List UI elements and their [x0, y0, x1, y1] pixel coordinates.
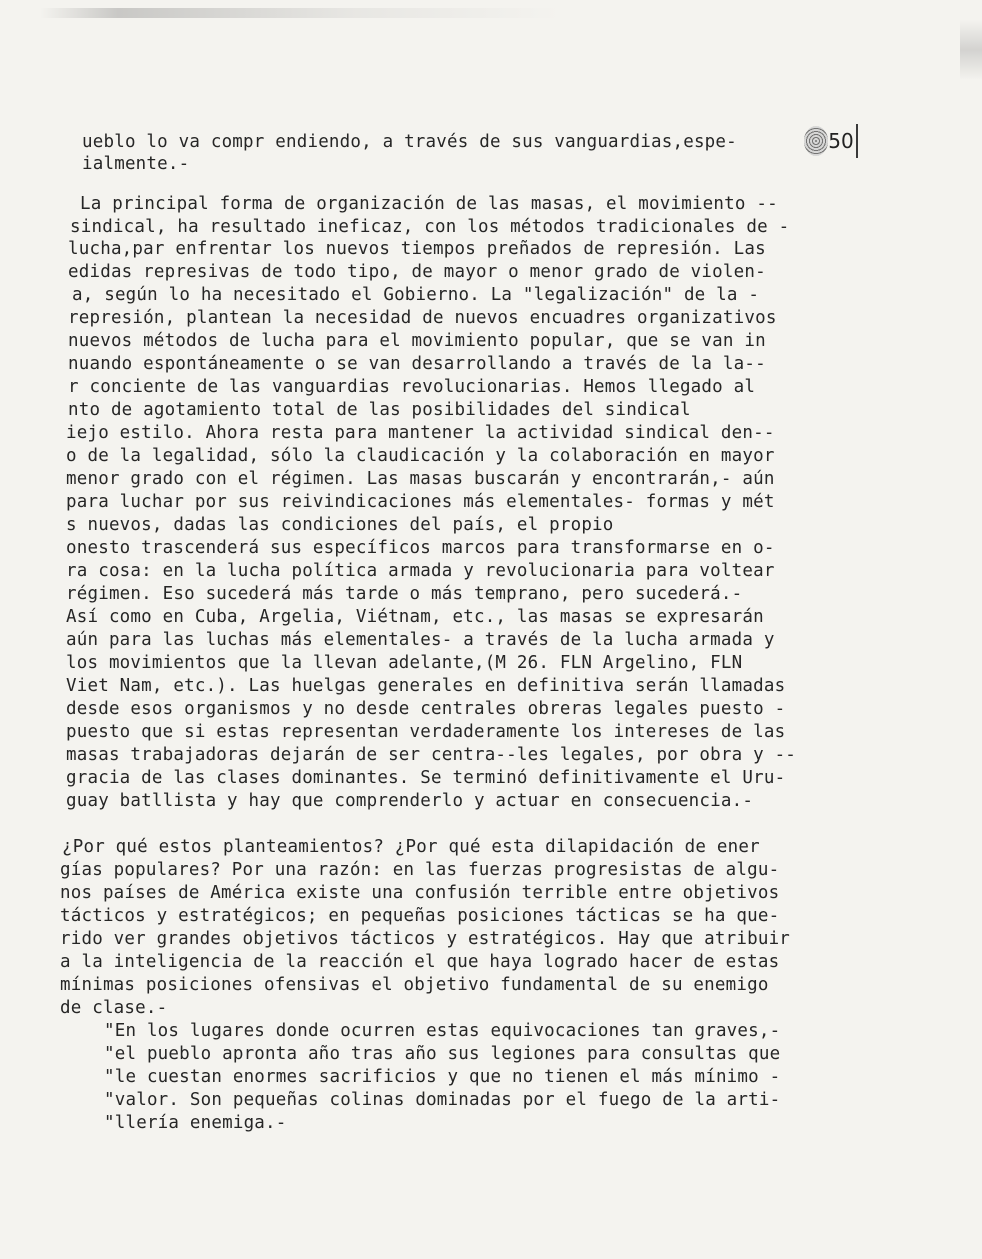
- text-line: ueblo lo va compr endiendo, a través de sus vanguardias,espe-: [82, 132, 737, 152]
- text-line: gías populares? Por una razón: en las fuerzas progresistas de algu-: [60, 860, 780, 880]
- text-line: nuando espontáneamente o se van desarrollando a través de la la--: [68, 354, 766, 374]
- text-line: ¿Por qué estos planteamientos? ¿Por qué esta dilapidación de ener: [62, 837, 760, 857]
- text-line: s nuevos, dadas las condiciones del país, el propio: [66, 515, 614, 535]
- text-line: "le cuestan enormes sacrificios y que no tienen el más mínimo -: [104, 1067, 781, 1087]
- text-line: guay batllista y hay que comprenderlo y actuar en consecuencia.-: [66, 791, 754, 811]
- text-line: régimen. Eso sucederá más tarde o más temprano, pero sucederá.-: [66, 584, 743, 604]
- text-line: de clase.-: [60, 998, 168, 1018]
- text-line: Viet Nam, etc.). Las huelgas generales en definitiva serán llamadas: [66, 676, 786, 696]
- text-line: edidas represivas de todo tipo, de mayor o menor grado de violen-: [68, 262, 766, 282]
- text-line: a, según lo ha necesitado el Gobierno. La "legalización" de la -: [72, 285, 760, 305]
- text-line: nos países de América existe una confusión terrible entre objetivos: [60, 883, 780, 903]
- text-line: Así como en Cuba, Argelia, Viétnam, etc., las masas se expresarán: [66, 607, 764, 627]
- text-line: iejo estilo. Ahora resta para mantener la actividad sindical den--: [66, 423, 775, 443]
- text-line: r conciente de las vanguardias revolucionarias. Hemos llegado al: [68, 377, 756, 397]
- text-line: a la inteligencia de la reacción el que haya logrado hacer de estas: [60, 952, 780, 972]
- text-line: puesto que si estas representan verdaderamente los intereses de las: [66, 722, 786, 742]
- text-line: La principal forma de organización de las masas, el movimiento --: [80, 194, 778, 214]
- text-line: "el pueblo apronta año tras año sus legiones para consultas que: [104, 1044, 781, 1064]
- text-line: ra cosa: en la lucha política armada y revolucionaria para voltear: [66, 561, 775, 581]
- text-line: para luchar por sus reivindicaciones más elementales- formas y mét: [66, 492, 775, 512]
- text-line: ialmente.-: [82, 154, 190, 174]
- text-line: "En los lugares donde ocurren estas equivocaciones tan graves,-: [104, 1021, 781, 1041]
- text-line: represión, plantean la necesidad de nuevos encuadres organizativos: [68, 308, 777, 328]
- text-line: masas trabajadoras dejarán de ser centra--les legales, por obra y --: [66, 745, 797, 765]
- text-line: sindical, ha resultado ineficaz, con los métodos tradicionales de -: [70, 217, 790, 237]
- text-line: rido ver grandes objetivos tácticos y estratégicos. Hay que atribuir: [60, 929, 791, 949]
- text-line: los movimientos que la llevan adelante,(M 26. FLN Argelino, FLN: [66, 653, 743, 673]
- page-number: 50: [828, 129, 854, 153]
- text-line: aún para las luchas más elementales- a través de la lucha armada y: [66, 630, 775, 650]
- text-line: o de la legalidad, sólo la claudicación y la colaboración en mayor: [66, 446, 775, 466]
- text-line: tácticos y estratégicos; en pequeñas posiciones tácticas se ha que-: [60, 906, 780, 926]
- text-line: nuevos métodos de lucha para el movimiento popular, que se van in: [68, 331, 766, 351]
- text-line: onesto trascenderá sus específicos marcos para transformarse en o-: [66, 538, 775, 558]
- text-line: "valor. Son pequeñas colinas dominadas por el fuego de la arti-: [104, 1090, 781, 1110]
- text-line: menor grado con el régimen. Las masas buscarán y encontrarán,- aún: [66, 469, 775, 489]
- text-line: desde esos organismos y no desde centrales obreras legales puesto -: [66, 699, 786, 719]
- text-line: gracia de las clases dominantes. Se terminó definitivamente el Uru-: [66, 768, 786, 788]
- text-line: mínimas posiciones ofensivas el objetivo fundamental de su enemigo: [60, 975, 769, 995]
- text-line: nto de agotamiento total de las posibilidades del sindical: [68, 400, 691, 420]
- text-line: lucha,par enfrentar los nuevos tiempos preñados de represión. Las: [68, 239, 766, 259]
- text-line: "llería enemiga.-: [104, 1113, 287, 1133]
